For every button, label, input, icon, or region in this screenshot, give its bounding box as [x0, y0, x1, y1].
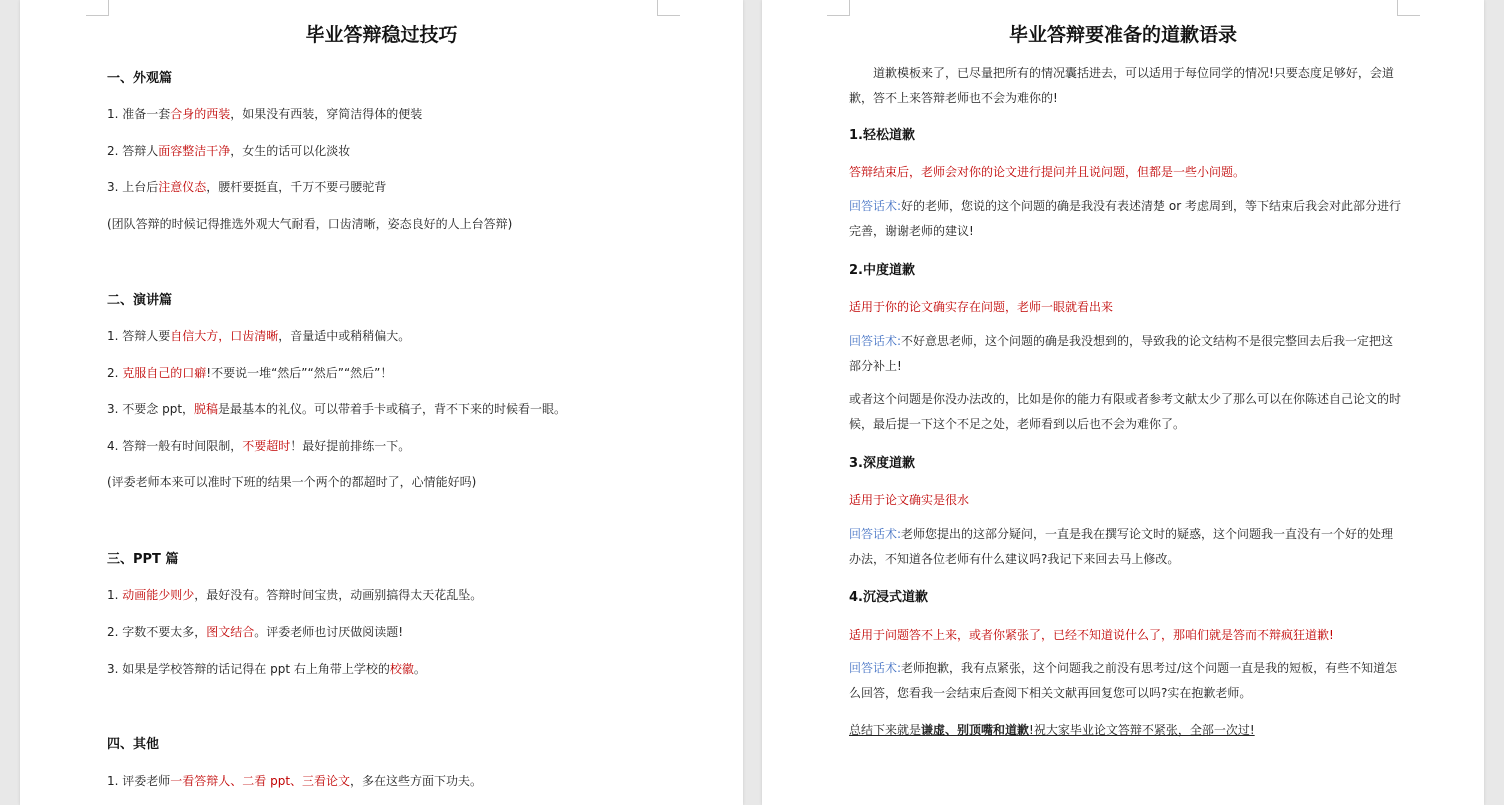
page-corner-mark — [657, 0, 680, 16]
page-title: 毕业答辩稳过技巧 — [305, 24, 458, 46]
answer-paragraph: 回答话术:不好意思老师，这个问题的确是我没想到的，导致我的论文结构不是很完整回去后我一定把这部分补上! — [849, 334, 1394, 373]
list-item: 2. 答辩人面容整洁干净，女生的话可以化淡妆 — [107, 144, 351, 158]
section-heading: 3.深度道歉 — [849, 456, 915, 471]
list-item: 1. 评委老师一看答辩人、二看 ppt、三看论文，多在这些方面下功夫。 — [107, 774, 483, 788]
list-item: 1. 答辩人要自信大方，口齿清晰，音量适中或稍稍偏大。 — [107, 329, 411, 343]
intro-paragraph: 道歉模板来了，已尽量把所有的情况囊括进去，可以适用于每位同学的情况!只要态度足够好，会道歉，答不上来答辩老师也不会为难你的! — [849, 66, 1394, 105]
situation-text: 答辩结束后，老师会对你的论文进行提问并且说问题，但都是一些小问题。 — [849, 165, 1246, 179]
note-text: (团队答辩的时候记得推选外观大气耐看，口齿清晰，姿态良好的人上台答辩) — [107, 217, 513, 231]
section-heading: 四、其他 — [107, 737, 160, 752]
section-heading: 一、外观篇 — [107, 71, 173, 86]
situation-text: 适用于你的论文确实存在问题，老师一眼就看出来 — [849, 300, 1114, 314]
list-item: 2. 字数不要太多，图文结合。评委老师也讨厌做阅读题! — [107, 625, 404, 639]
section-heading: 4.沉浸式道歉 — [849, 590, 928, 605]
section-heading: 2.中度道歉 — [849, 263, 915, 278]
note-text: (评委老师本来可以准时下班的结果一个两个的都超时了，心情能好吗) — [107, 475, 477, 489]
list-item: 2. 克服自己的口癖!不要说一堆“然后”“然后”“然后”！ — [107, 366, 393, 380]
situation-text: 适用于论文确实是很水 — [849, 493, 970, 507]
answer-paragraph: 回答话术:老师您提出的这部分疑问，一直是我在撰写论文时的疑惑，这个问题我一直没有一个好的处理办法，不知道各位老师有什么建议吗?我记下来回去马上修改。 — [849, 527, 1394, 566]
list-item: 3. 如果是学校答辩的话记得在 ppt 右上角带上学校的校徽。 — [107, 662, 426, 676]
list-item: 1. 动画能少则少，最好没有。答辩时间宝贵，动画别搞得太天花乱坠。 — [107, 588, 483, 602]
section-heading: 1.轻松道歉 — [849, 128, 915, 143]
body-paragraph: 或者这个问题是你没办法改的，比如是你的能力有限或者参考文献太少了那么可以在你陈述自己论文的时候，最后提一下这个不足之处，老师看到以后也不会为难你了。 — [849, 392, 1402, 431]
list-item: 1. 准备一套合身的西装，如果没有西装，穿简洁得体的便装 — [107, 107, 423, 121]
document-page-right — [762, 0, 1484, 805]
answer-paragraph: 回答话术:老师抱歉，我有点紧张，这个问题我之前没有思考过/这个问题一直是我的短板，有些不知道怎么回答，您看我一会结束后查阅下相关文献再回复您可以吗?实在抱歉老师。 — [849, 661, 1398, 700]
page-corner-mark — [1397, 0, 1420, 16]
page-title: 毕业答辩要准备的道歉语录 — [1008, 24, 1237, 46]
section-heading: 三、PPT 篇 — [107, 552, 179, 567]
list-item: 4. 答辩一般有时间限制，不要超时！最好提前排练一下。 — [107, 439, 411, 453]
page-corner-mark — [86, 0, 109, 16]
page-corner-mark — [827, 0, 850, 16]
summary-text: 总结下来就是谦虚、别顶嘴和道歉!祝大家毕业论文答辩不紧张，全部一次过! — [849, 723, 1255, 737]
section-heading: 二、演讲篇 — [107, 293, 173, 308]
situation-text: 适用于问题答不上来，或者你紧张了，已经不知道说什么了，那咱们就是答而不辩疯狂道歉! — [849, 628, 1334, 642]
answer-paragraph: 回答话术:好的老师，您说的这个问题的确是我没有表述清楚 or 考虑周到，等下结束后我会对此部分进行完善，谢谢老师的建议! — [849, 199, 1401, 238]
document-page-left — [20, 0, 743, 805]
list-item: 3. 不要念 ppt，脱稿是最基本的礼仪。可以带着手卡或稿子，背不下来的时候看一眼。 — [107, 402, 567, 416]
list-item: 3. 上台后注意仪态，腰杆要挺直，千万不要弓腰驼背 — [107, 180, 387, 194]
